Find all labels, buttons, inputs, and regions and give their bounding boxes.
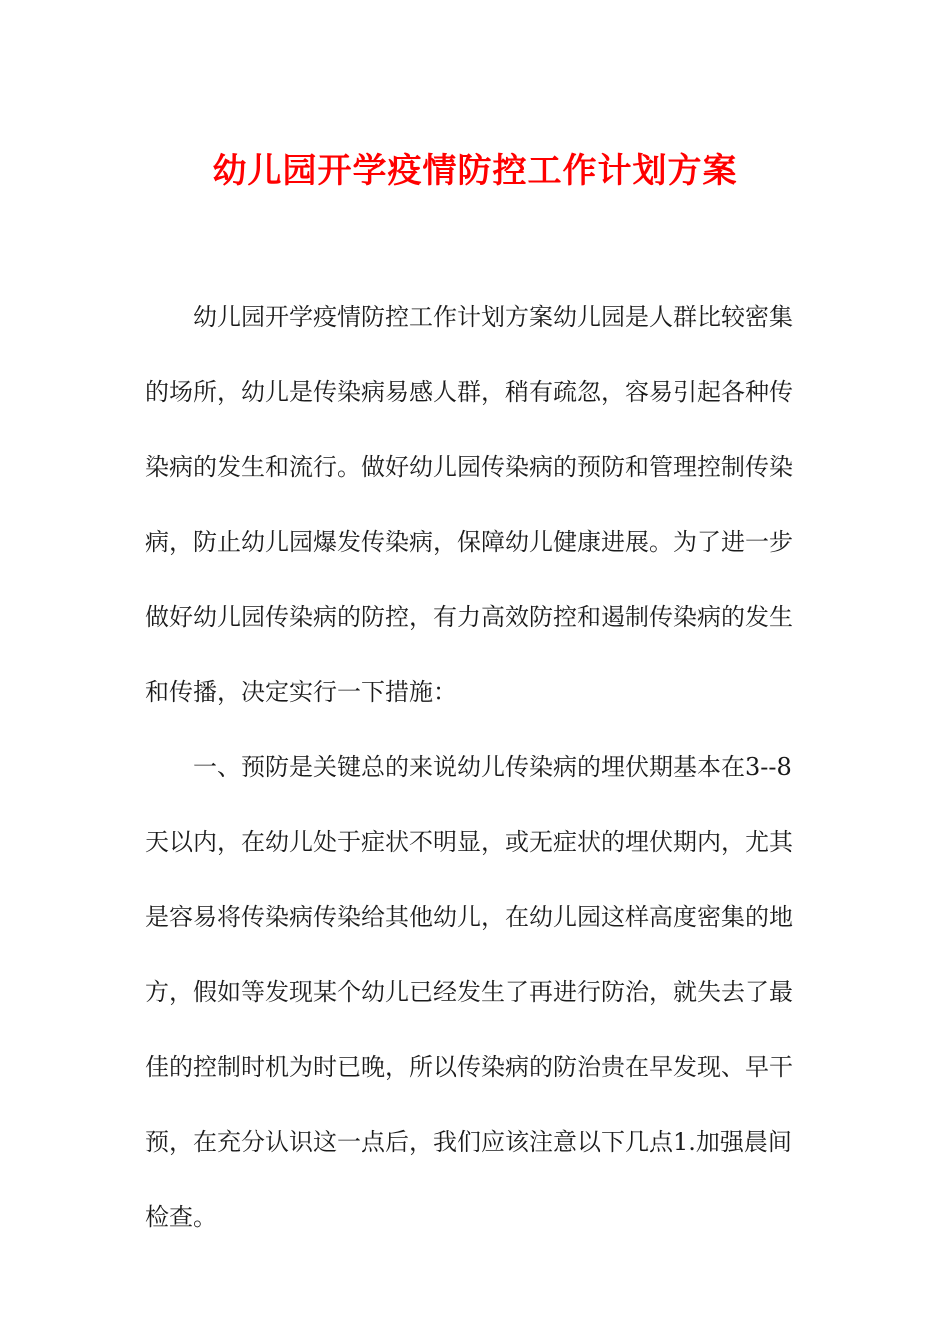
paragraph-2 bbox=[145, 730, 797, 1255]
text-line: 的场所，幼儿是传染病易感人群，稍有疏忽，容易引起各种传 bbox=[145, 378, 793, 406]
text-line: 预，在充分认识这一点后，我们应该注意以下几点1.加强晨间 bbox=[145, 1128, 792, 1156]
document-title: 幼儿园开学疫情防控工作计划方案 bbox=[212, 151, 738, 191]
document-body bbox=[145, 280, 797, 1255]
text-line: 染病的发生和流行。做好幼儿园传染病的预防和管理控制传染 bbox=[145, 453, 793, 481]
text-line: 一、预防是关键总的来说幼儿传染病的埋伏期基本在3--8 bbox=[193, 753, 792, 781]
text-line: 幼儿园开学疫情防控工作计划方案幼儿园是人群比较密集 bbox=[193, 303, 793, 331]
text-line: 佳的控制时机为时已晚，所以传染病的防治贵在早发现、早干 bbox=[145, 1053, 793, 1081]
text-line: 方，假如等发现某个幼儿已经发生了再进行防治，就失去了最 bbox=[145, 978, 793, 1006]
text-line: 天以内，在幼儿处于症状不明显，或无症状的埋伏期内，尤其 bbox=[145, 828, 793, 856]
text-line: 和传播，决定实行一下措施： bbox=[145, 678, 457, 706]
text-line: 做好幼儿园传染病的防控，有力高效防控和遏制传染病的发生 bbox=[145, 603, 793, 631]
text-line: 是容易将传染病传染给其他幼儿，在幼儿园这样高度密集的地 bbox=[145, 903, 793, 931]
text-line: 检查。 bbox=[145, 1203, 217, 1231]
paragraph-1 bbox=[145, 280, 797, 730]
text-line: 病，防止幼儿园爆发传染病，保障幼儿健康进展。为了进一步 bbox=[145, 528, 793, 556]
